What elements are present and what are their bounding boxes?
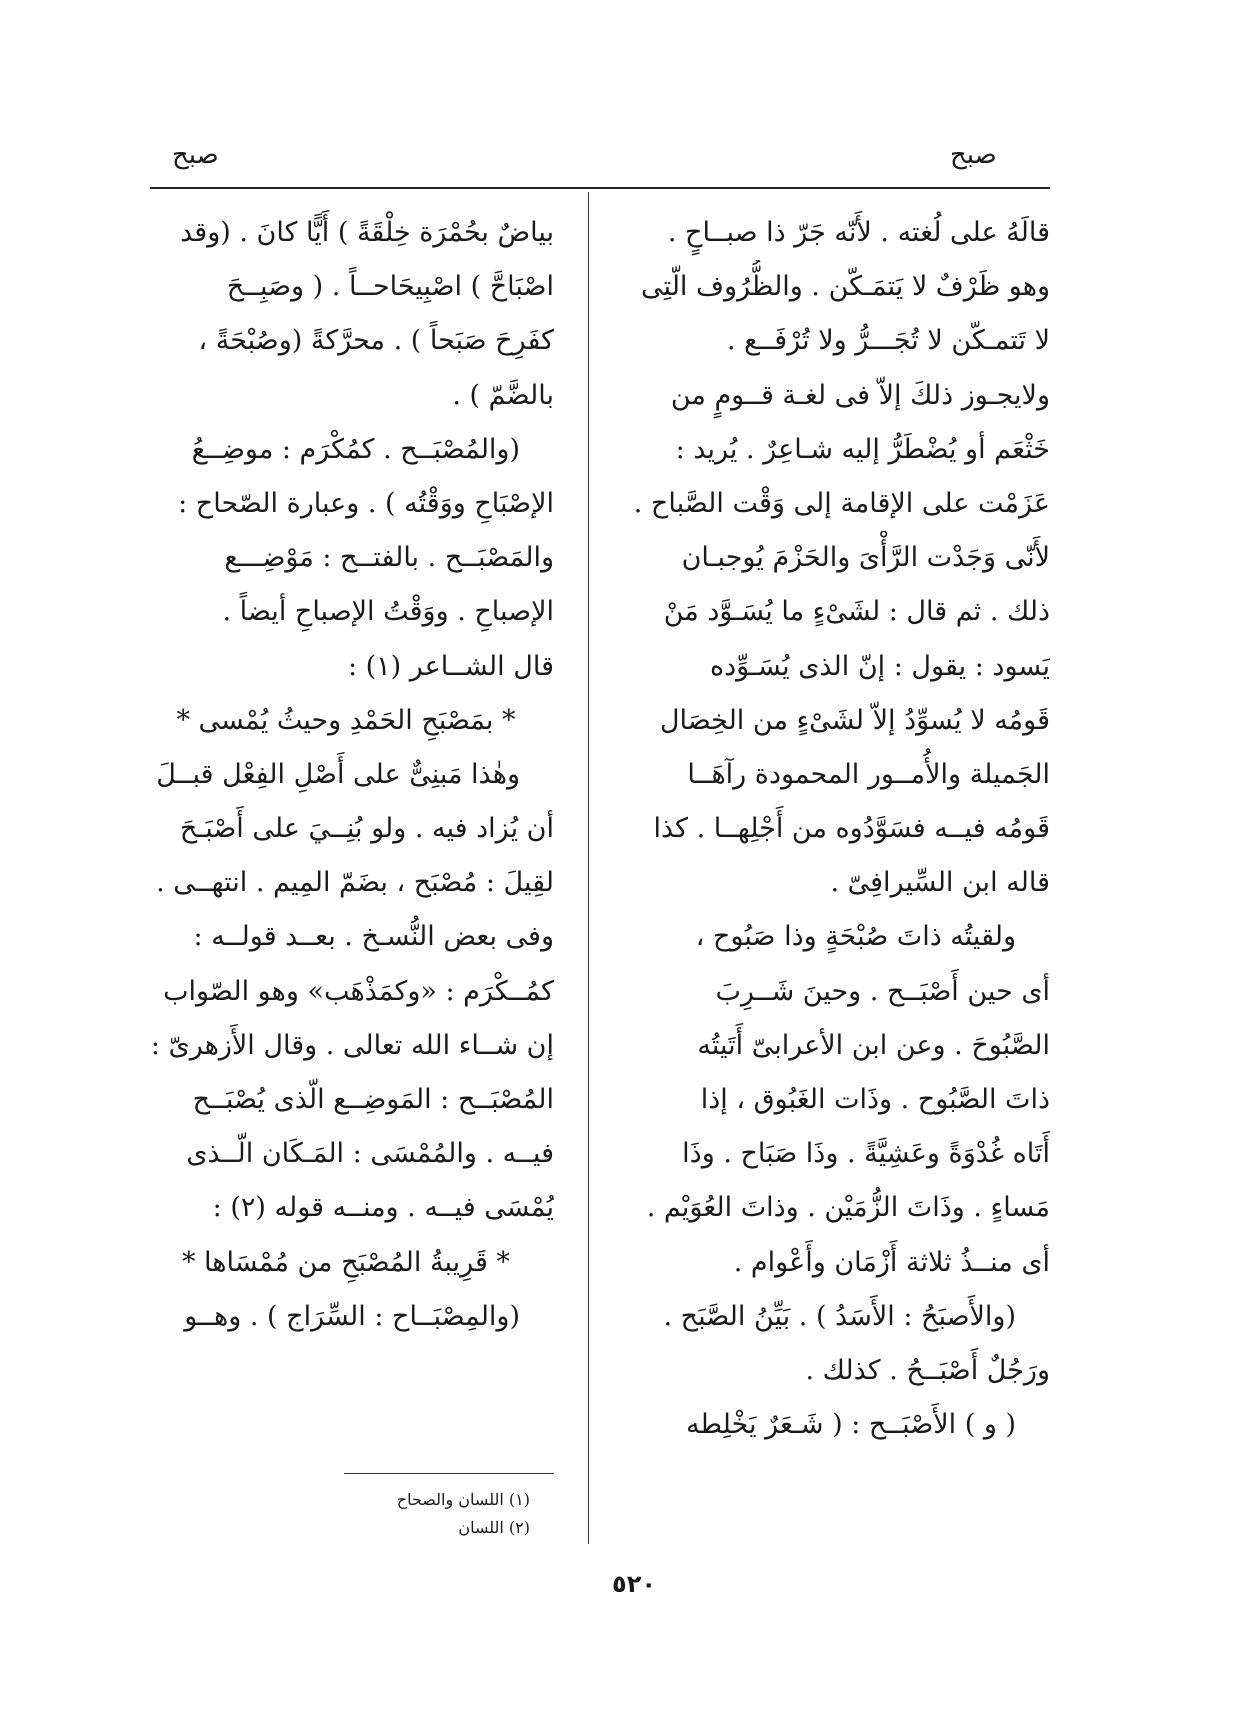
text-line: ذاتَ الصَّبُوح . وذَات الغَبُوق ، إذا — [700, 1084, 1050, 1115]
text-line: قال الشــاعر (١) : — [347, 650, 554, 682]
text-line: يُمْسَى فيــه . ومنــه قوله (٢) : — [212, 1192, 554, 1224]
text-line: أى حين أَصْبَــح . وحينَ شَــرِبَ — [715, 975, 1050, 1007]
text-line: ولايجـوز ذلكَ إلاّ فى لغـة قــومٍ من — [670, 379, 1050, 411]
text-line: الصَّبُوحَ . وعن ابن الأعرابىّ أَتَيتُه — [697, 1029, 1050, 1061]
text-line: الجَميلة والأُمــور المحمودة رآهَــا — [687, 758, 1050, 790]
text-line: وفى بعض النُّسـخ . بعــد قولــه : — [193, 921, 554, 953]
text-line: (والأَصبَحُ : الأَسَدُ ) . بَيِّنُ الصَّبَح . — [663, 1300, 1016, 1332]
text-line: فيــه . والمُمْسَى : المَـكَان الّــذى — [186, 1138, 554, 1170]
text-line: يَسود : يقول : إنّ الذى يُسَـوِّده — [710, 650, 1050, 682]
column-divider — [588, 192, 589, 1544]
right-column — [606, 206, 1050, 1452]
footnote: (٢) اللسان — [458, 1518, 530, 1537]
text-line: قَومُه لا يُسوِّدُ إلاّ لشَىْءٍ من الخِصَال — [659, 704, 1050, 736]
footnote: (١) اللسان والصحاح — [396, 1490, 530, 1509]
text-line: ذلك . ثم قال : لشَىْءٍ ما يُسَـوَّد مَنْ — [663, 596, 1050, 628]
text-line: لأَنّى وَجَدْت الرَّأْىَ والحَزْمَ يُوجبـان — [681, 542, 1050, 574]
header-rule — [150, 187, 1050, 189]
text-line: اصْبَاحَّ ) اصْبِيحَاحــاً . ( وصَبِــحَ — [226, 271, 554, 303]
text-line: إن شــاء الله تعالى . وقال الأَزهرىّ : — [150, 1029, 554, 1061]
text-line: ولقيتُه ذاتَ صُبْحَةٍ وذا صَبُوح ، — [695, 921, 1016, 953]
running-head-right: صبح — [950, 140, 997, 170]
text-line: قَومُه فيــه فسَوَّدُوه من أَجْلِهــا . كذا — [653, 813, 1050, 845]
text-line: (والمِصْبَــاح : السِّرَاج ) . وهــو — [184, 1300, 520, 1332]
verse-line: * قَرِيبةُ المُصْبَحِ من مُمْسَاها * — [181, 1246, 511, 1278]
text-line: عَزَمْت على الإقامة إلى وَقْت الصَّباح . — [633, 487, 1050, 519]
text-line: والمَصْبَــح . بالفتــح : مَوْضِـــع — [224, 542, 554, 574]
footnote-rule — [344, 1473, 554, 1474]
text-line: وهٰذا مَبنِىٌّ على أَصْلِ الفِعْل قبــلَ — [156, 758, 520, 790]
text-line: لقِيلَ : مُصْبَح ، بضَمّ المِيم . انتهــى . — [156, 867, 554, 899]
text-line: قالَهُ على لُغته . لأَنّه جَرّ ذا صبــاحٍ . — [667, 217, 1050, 248]
text-line: قاله ابن السِّيرافِىّ . — [830, 867, 1050, 899]
left-column — [138, 206, 554, 1344]
text-line: أَتَاه غُدْوَةً وعَشِيَّةً . وذَا صَبَاح . وذَا — [682, 1138, 1050, 1170]
text-line: لا تَتمـكّن لا تُجَـــرُّ ولا تُرْفَــع . — [726, 325, 1050, 357]
text-line: (والمُصْبَــح . كمُكْرَم : موضِــعُ — [191, 433, 520, 465]
running-head-left: صبح — [172, 140, 219, 170]
text-line: بياضٌ بحُمْرَة خِلْقَةً ) أَيًّا كانَ . (وقد — [180, 217, 554, 248]
text-line: أى منــذُ ثلاثة أَزْمَان وأَعْوام . — [733, 1246, 1050, 1278]
verse-line: * بمَصْبَحِ الحَمْدِ وحيثُ يُمْسى * — [176, 704, 516, 736]
text-line: كمُــكْرَم : «وكمَذْهَب» وهو الصّواب — [163, 975, 554, 1007]
text-line: ورَجُلٌ أَصْبَــحُ . كذلك . — [805, 1354, 1050, 1386]
text-line: مَساءٍ . وذَاتَ الزُّمَيْن . وذاتَ العُوَيْم . — [646, 1192, 1050, 1224]
footnotes — [344, 1486, 530, 1542]
text-line: وهو ظَرْفٌ لا يَتمَـكّن . والظُّرُوف الّتِى — [641, 271, 1050, 303]
text-line: الإصْبَاحِ ووَقْتُه ) . وعبارة الصّحاح : — [178, 487, 554, 519]
text-line: المُصْبَــح : المَوضِــع الّذى يُصْبَــح — [192, 1084, 554, 1115]
text-line: كفَرِحَ صَبَحاً ) . محرَّكةً (وصُبْحَةً ، — [198, 325, 554, 357]
text-line: أن يُزاد فيه . ولو بُنِــيَ على أَصْبَـحَ — [179, 813, 554, 845]
text-line: الإصباحِ . ووَقْتُ الإصباحِ أيضاً . — [222, 596, 554, 628]
text-line: بالضَّمّ ) . — [452, 379, 554, 411]
text-line: خَثْعَم أو يُضْطَرُّ إليه شـاعِرٌ . يُريد : — [675, 433, 1050, 465]
text-line: ( و ) الأَصْبَــح : ( شَـعَرٌ يَخْلِطه — [686, 1409, 1016, 1441]
page-number: ٥٢٠ — [612, 1570, 656, 1598]
